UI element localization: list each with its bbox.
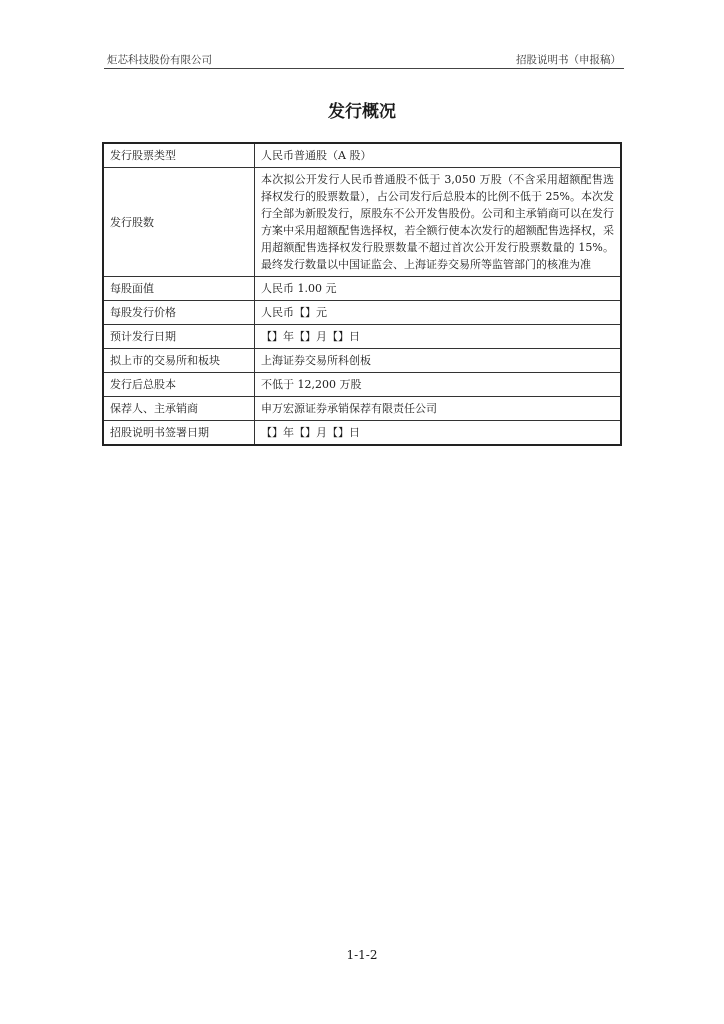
table-row <box>103 168 621 277</box>
table-row <box>103 301 621 325</box>
row-value: 【】年【】月【】日 <box>255 325 622 349</box>
table-row <box>103 277 621 301</box>
row-key: 每股面值 <box>103 277 255 301</box>
row-value: 申万宏源证券承销保荐有限责任公司 <box>255 397 622 421</box>
row-key: 发行股数 <box>103 168 255 277</box>
row-key: 发行后总股本 <box>103 373 255 397</box>
row-key: 发行股票类型 <box>103 143 255 168</box>
header-company: 炬芯科技股份有限公司 <box>107 54 212 66</box>
table-row <box>103 397 621 421</box>
table-row <box>103 421 621 446</box>
page-header <box>104 50 624 69</box>
row-key: 保荐人、主承销商 <box>103 397 255 421</box>
row-value: 上海证券交易所科创板 <box>255 349 622 373</box>
table-row <box>103 373 621 397</box>
row-key: 拟上市的交易所和板块 <box>103 349 255 373</box>
header-doc-type: 招股说明书（申报稿） <box>516 54 621 66</box>
table-row <box>103 325 621 349</box>
table-row <box>103 349 621 373</box>
row-value: 人民币【】元 <box>255 301 622 325</box>
page-number: 1-1-2 <box>346 948 378 962</box>
row-key: 预计发行日期 <box>103 325 255 349</box>
row-value: 本次拟公开发行人民币普通股不低于 3,050 万股（不含采用超额配售选择权发行的股票数量），占公司发行后总股本的比例不低于 25%。本次发行全部为新股发行，原股东不公开发售股份。公司和主承销商可以在发行方案中采用超额配售选择权，若全额行使本次发行的超额配售选择权，采用超额配售选择权发行股票数量不超过首次公开发行股票数量的 15%。最终发行数量以中国证监会、上海证券交易所等监管部门的核准为准 <box>255 168 622 277</box>
table-row <box>103 143 621 168</box>
row-key: 每股发行价格 <box>103 301 255 325</box>
row-value: 不低于 12,200 万股 <box>255 373 622 397</box>
page-title: 发行概况 <box>328 102 396 122</box>
row-key: 招股说明书签署日期 <box>103 421 255 446</box>
row-value: 【】年【】月【】日 <box>255 421 622 446</box>
row-value: 人民币普通股（A 股） <box>255 143 622 168</box>
issuance-overview-table <box>102 142 622 446</box>
row-value: 人民币 1.00 元 <box>255 277 622 301</box>
